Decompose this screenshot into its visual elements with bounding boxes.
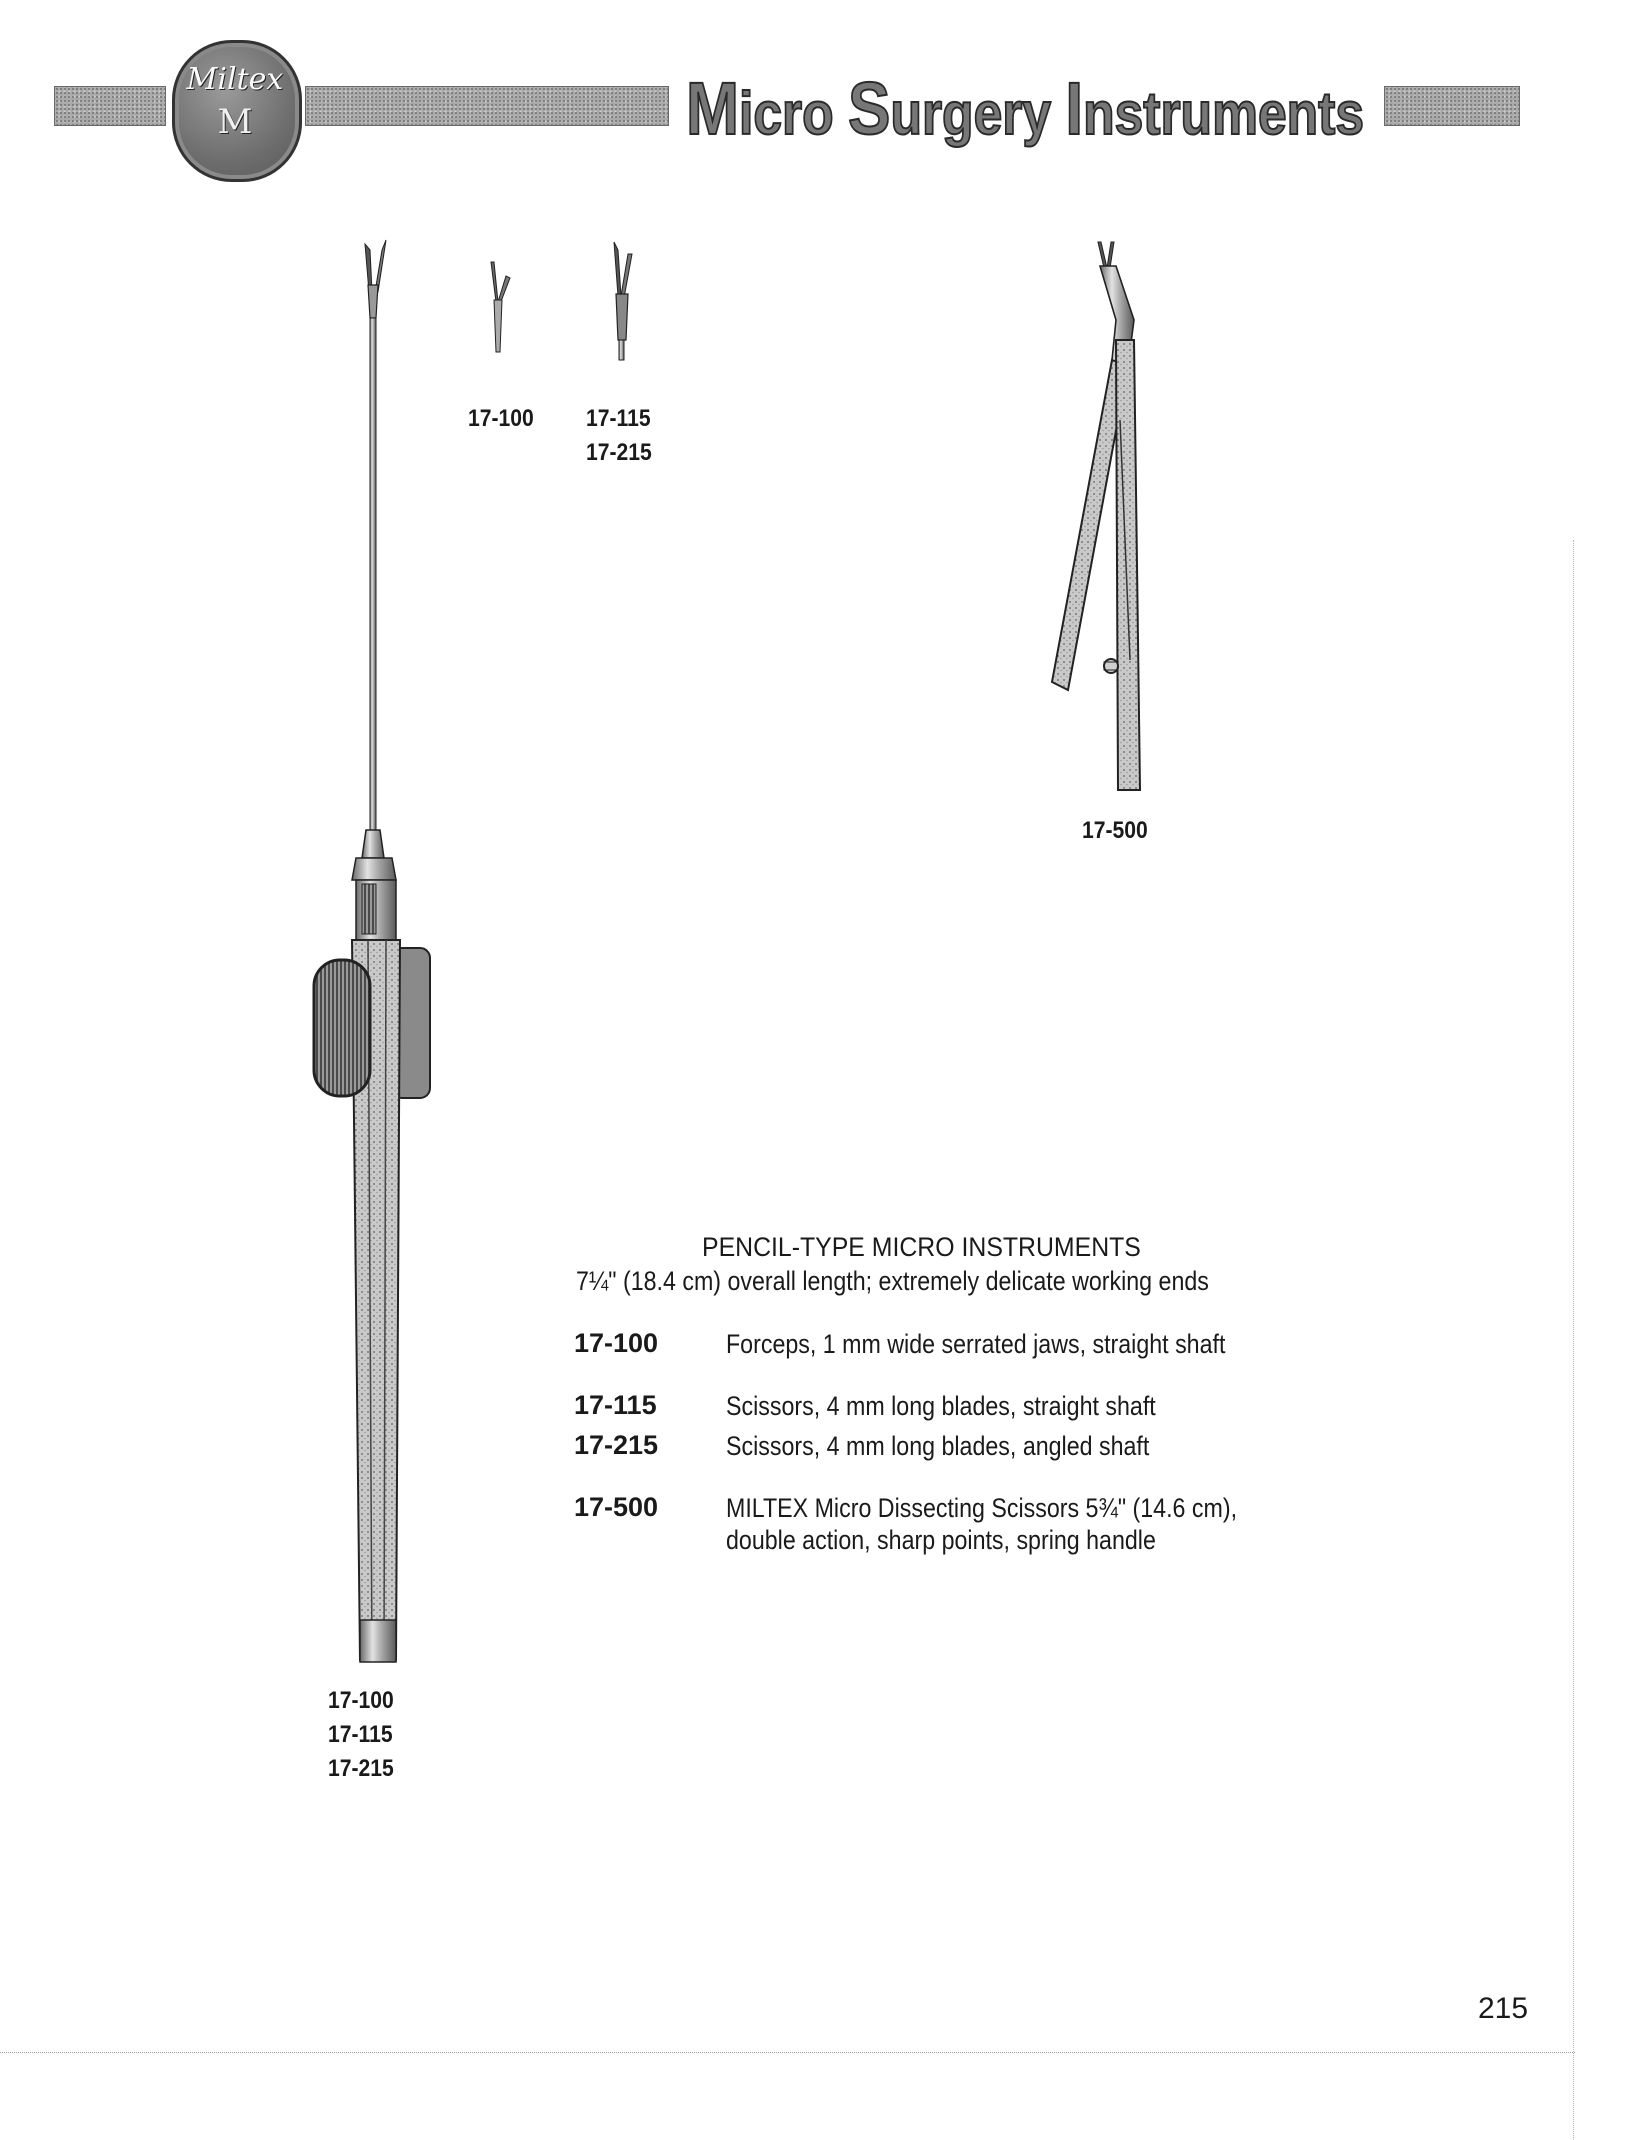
footer-rule [0, 2052, 1575, 2053]
micro-dissecting-scissors-drawing [1052, 242, 1140, 790]
section-subheading: 7¼" (18.4 cm) overall length; extremely delicate working ends [576, 1266, 1209, 1296]
item-description [726, 1430, 1149, 1462]
title-initial-3: I [1065, 67, 1084, 150]
item-description [726, 1390, 1156, 1422]
item-description [726, 1328, 1225, 1360]
item-code: 17-115 [574, 1390, 657, 1420]
item-code: 17-215 [574, 1430, 659, 1460]
tip-a-code: 17-100 [468, 405, 534, 432]
item-description-line: MILTEX Micro Dissecting Scissors 5¾" (14.6 cm), [726, 1493, 1238, 1523]
pencil-code-3: 17-215 [328, 1755, 394, 1782]
page-number: 215 [1478, 1992, 1529, 2025]
pencil-code-2: 17-115 [328, 1721, 393, 1748]
logo-script-text: Miltex [186, 62, 284, 97]
scissors-tip-drawing [614, 242, 632, 360]
section-heading: PENCIL-TYPE MICRO INSTRUMENTS [702, 1232, 1141, 1262]
title-word-1: icro [739, 80, 834, 147]
pencil-code-1: 17-100 [328, 1687, 394, 1714]
tip-b-code-2: 17-215 [586, 439, 652, 466]
item-code: 17-100 [574, 1328, 659, 1358]
item-description-line: double action, sharp points, spring handle [726, 1525, 1156, 1555]
logo-monogram: M [217, 102, 253, 142]
forceps-tip-drawing [491, 262, 510, 352]
title-word-2: urgery [890, 80, 1052, 147]
title-initial-1: M [686, 67, 740, 150]
item-code: 17-500 [574, 1492, 659, 1522]
item-description [726, 1492, 1237, 1556]
scissors-label [1082, 814, 1148, 848]
title-word-3: nstruments [1083, 80, 1365, 147]
title-initial-2: S [848, 67, 891, 150]
page-edge-line [1573, 540, 1574, 2140]
tip-b-label [586, 402, 652, 470]
scissors-code: 17-500 [1082, 817, 1148, 844]
item-description-line: Forceps, 1 mm wide serrated jaws, straight shaft [726, 1329, 1226, 1359]
item-description-line: Scissors, 4 mm long blades, angled shaft [726, 1431, 1150, 1461]
tip-b-code-1: 17-115 [586, 405, 651, 432]
tip-a-label [468, 402, 534, 436]
pencil-instrument-label [328, 1684, 394, 1786]
pencil-instrument-drawing [314, 240, 430, 1662]
item-description-line: Scissors, 4 mm long blades, straight shaft [726, 1391, 1156, 1421]
